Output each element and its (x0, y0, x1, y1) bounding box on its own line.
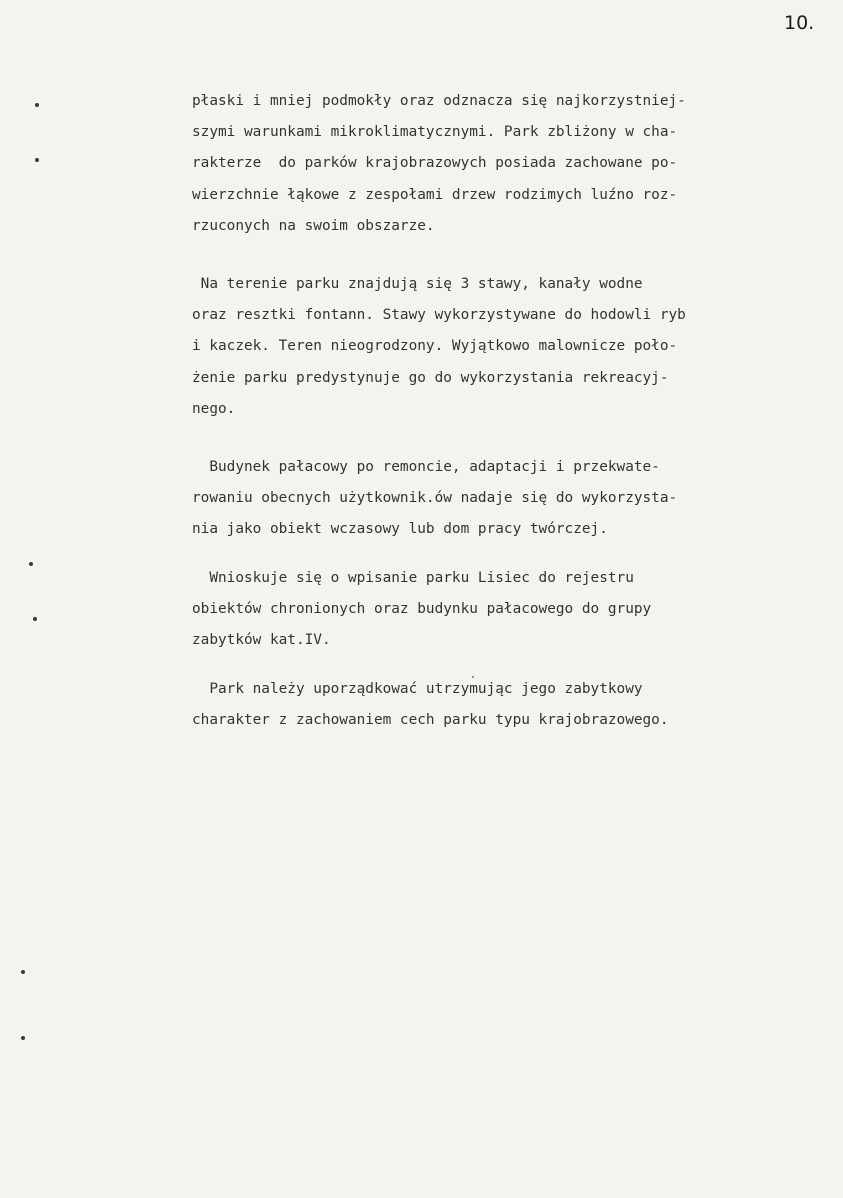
binding-mark (33, 617, 37, 621)
text-line: obiektów chronionych oraz budynku pałacowego do grupy (192, 601, 652, 618)
binding-mark (29, 562, 33, 566)
text-line: Budynek pałacowy po remoncie, adaptacji i przekwate- (192, 459, 660, 475)
text-line: zabytków kat.IV. (192, 632, 331, 649)
text-line: Na terenie parku znajdują się 3 stawy, kanały wodne (192, 276, 643, 292)
paragraph-registry-request (192, 563, 651, 657)
text-line: płaski i mniej podmokły oraz odznacza się najkorzystniej- (192, 93, 686, 109)
text-line: charakter z zachowaniem cech parku typu krajobrazowego. (192, 712, 669, 729)
paragraph-ponds (192, 269, 686, 425)
paragraph-palace-building (192, 452, 677, 546)
text-line: Park należy uporządkować utrzymując jego zabytkowy (192, 681, 643, 697)
text-line: szymi warunkami mikroklimatycznymi. Park zbliżony w cha- (192, 124, 678, 141)
text-line: żenie parku predystynuje go do wykorzystania rekreacyj- (192, 369, 669, 386)
binding-mark (21, 1036, 25, 1040)
page-number: 10. (784, 12, 815, 34)
text-line: nego. (192, 400, 236, 417)
binding-mark (35, 103, 39, 107)
text-line: i kaczek. Teren nieogrodzony. Wyjątkowo malownicze poło- (192, 338, 678, 355)
paragraph-recommendation (192, 674, 669, 736)
text-line: rowaniu obecnych użytkownik.ów nadaje się do wykorzysta- (192, 490, 678, 507)
text-line: rzuconych na swoim obszarze. (192, 217, 435, 234)
text-line: Wnioskuje się o wpisanie parku Lisiec do rejestru (192, 570, 634, 586)
text-line: rakterze do parków krajobrazowych posiada zachowane po- (192, 155, 678, 172)
binding-mark (35, 158, 39, 162)
text-line: oraz resztki fontann. Stawy wykorzystywane do hodowli ryb (192, 307, 686, 324)
text-line: wierzchnie łąkowe z zespołami drzew rodzimych luźno roz- (192, 186, 678, 203)
text-line: nia jako obiekt wczasowy lub dom pracy twórczej. (192, 521, 608, 538)
binding-mark (21, 970, 25, 974)
paragraph-park-description (192, 86, 686, 242)
